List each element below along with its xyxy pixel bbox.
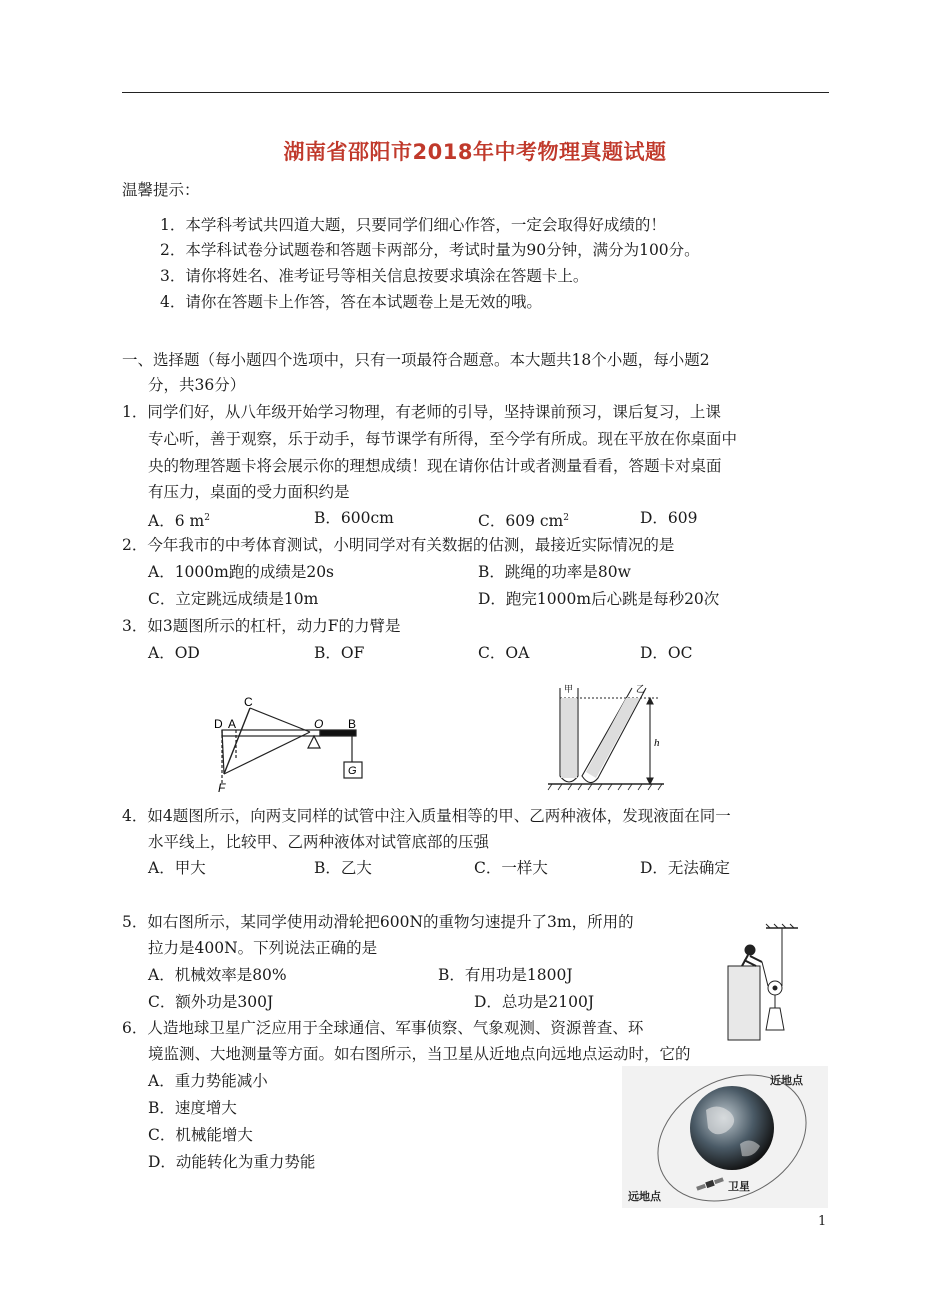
pulley-figure [722,922,802,1042]
q4-option-a: A．甲大 [148,859,206,877]
lever-label-d: D [214,717,223,731]
apogee-label: 远地点 [628,1190,661,1203]
q5-option-d: D．总功是2100J [474,993,595,1011]
section-heading: 一、选择题（每小题四个选项中，只有一项最符合题意。本大题共18个小题，每小题2 [122,351,710,369]
test-tubes-figure [540,680,670,796]
q6-option-c: C．机械能增大 [148,1126,253,1144]
q6-option-d: D．动能转化为重力势能 [148,1153,316,1171]
lever-label-c: C [244,695,253,709]
section-heading-cont: 分，共36分） [148,376,246,394]
q2-option-a: A．1000m跑的成绩是20s [148,563,335,581]
tube-label-yi: 乙 [636,685,646,695]
lever-label-g: G [348,765,357,777]
lever-label-f: F [218,781,226,795]
q5-option-a: A．机械效率是80% [148,966,287,984]
q3-option-c: C．OA [478,644,530,662]
q6-stem: 6．人造地球卫星广泛应用于全球通信、军事侦察、气象观测、资源普查、环 [122,1019,644,1037]
perigee-label: 近地点 [770,1074,803,1087]
q1-option-a: A．6 $m^2$ [148,512,210,530]
q2-option-c: C．立定跳远成绩是10m [148,590,319,608]
q1-stem: 专心听，善于观察，乐于动手，每节课学有所得，至今学有所成。现在平放在你桌面中 [148,430,738,448]
q4-stem: 水平线上，比较甲、乙两种液体对试管底部的压强 [148,833,490,851]
page-title: 湖南省邵阳市2018年中考物理真题试题 [283,140,667,164]
q3-option-d: D．OC [640,644,693,662]
q2-stem: 2．今年我市的中考体育测试，小明同学对有关数据的估测，最接近实际情况的是 [122,536,675,554]
tip-item: 3．请你将姓名、准考证号等相关信息按要求填涂在答题卡上。 [160,267,589,285]
q5-stem: 拉力是400N。下列说法正确的是 [148,939,378,957]
earth-icon [690,1086,774,1170]
q5-stem: 5．如右图所示，某同学使用动滑轮把600N的重物匀速提升了3m，所用的 [122,913,634,931]
q6-stem: 境监测、大地测量等方面。如右图所示，当卫星从近地点向远地点运动时，它的 [148,1045,691,1063]
header-rule [122,92,829,93]
lever-label-b: B [348,717,357,731]
q3-option-a: A．OD [148,644,200,662]
q2-option-d: D．跑完1000m后心跳是每秒20次 [478,590,720,608]
q4-option-b: B．乙大 [314,859,372,877]
lever-label-a: A [228,717,237,731]
page-number: 1 [818,1214,827,1229]
q4-option-c: C．一样大 [474,859,548,877]
height-label: h [654,737,660,749]
tips-heading: 温馨提示： [122,181,200,199]
tip-item: 4．请你在答题卡上作答，答在本试题卷上是无效的哦。 [160,293,542,311]
q1-option-b: B．600cm [314,509,394,527]
tip-item: 1．本学科考试共四道大题，只要同学们细心作答，一定会取得好成绩的！ [160,216,666,234]
q4-stem: 4．如4题图所示，向两支同样的试管中注入质量相等的甲、乙两种液体，发现液面在同一 [122,807,731,825]
q2-option-b: B．跳绳的功率是80w [478,563,631,581]
satellite-label: 卫星 [728,1180,750,1193]
q5-option-c: C．额外功是300J [148,993,274,1011]
tube-label-jia: 甲 [564,685,574,695]
lever-figure [210,692,380,796]
q5-option-b: B．有用功是1800J [438,966,573,984]
q1-stem: 1．同学们好，从八年级开始学习物理，有老师的引导，坚持课前预习，课后复习，上课 [122,403,721,421]
tip-item: 2．本学科试卷分试题卷和答题卡两部分，考试时量为90分钟，满分为100分。 [160,241,700,259]
q6-option-a: A．重力势能减小 [148,1072,268,1090]
q3-option-b: B．OF [314,644,365,662]
q1-stem: 央的物理答题卡将会展示你的理想成绩！现在请你估计或者测量看看，答题卡对桌面 [148,457,722,475]
satellite-orbit-figure [622,1066,828,1208]
q1-option-c: C．609 $cm^2$ [478,512,569,530]
q1-option-d: D．609 [640,509,698,527]
lever-label-o: O [314,717,324,731]
q4-option-d: D．无法确定 [640,859,730,877]
q3-stem: 3．如3题图所示的杠杆，动力F的力臂是 [122,617,401,635]
q6-option-b: B．速度增大 [148,1099,237,1117]
q1-stem: 有压力，桌面的受力面积约是 [148,483,350,501]
